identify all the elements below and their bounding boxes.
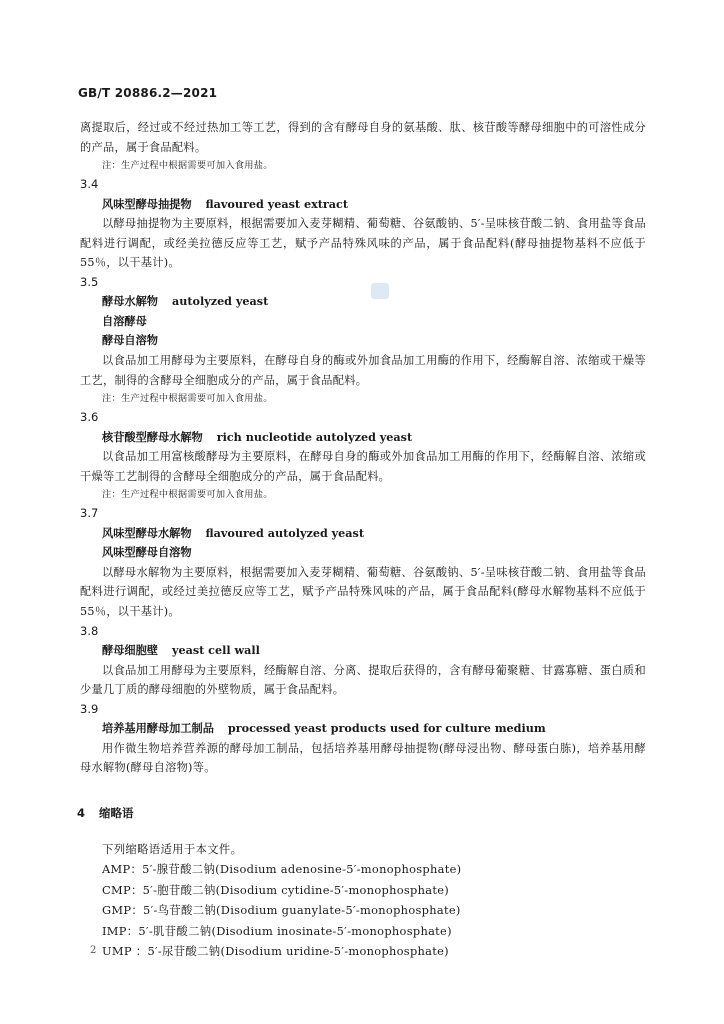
term-definition: 以食品加工用酵母为主要原料，在酵母自身的酶或外加食品加工用酶的作用下，经酶解自溶、浓缩或干燥等工艺，制得的含酵母全细胞成分的产品，属于食品配料。 xyxy=(80,353,646,387)
term-english: yeast cell wall xyxy=(171,643,260,658)
term-title xyxy=(80,719,646,739)
continued-definition: 离提取后，经过或不经过热加工等工艺，得到的含有酵母自身的氨基酸、肽、核苷酸等酵母细胞中的可溶性成分的产品，属于食品配料。 xyxy=(80,121,646,154)
term-synonym: 自溶酵母 xyxy=(102,314,147,328)
term-title xyxy=(80,292,646,312)
term-english: flavoured yeast extract xyxy=(205,196,349,211)
term-title xyxy=(80,195,646,215)
page-number: 2 xyxy=(90,945,97,956)
clause-number: 3.9 xyxy=(80,701,99,716)
term-definition: 以酵母抽提物为主要原料，根据需要加入麦芽糊精、葡萄糖、谷氨酸钠、5′-呈味核苷酸二钠、食用盐等食品配料进行调配，或经美拉德反应等工艺，赋予产品特殊风味的产品，属于食品配料(酵母抽提物基料不应低于 55％，以干基计)。 xyxy=(80,217,646,270)
term-title xyxy=(80,641,646,661)
term-definition: 以酵母水解物为主要原料，根据需要加入麦芽糊精、葡萄糖、谷氨酸钠、5′-呈味核苷酸二钠、食用盐等食品配料进行调配，或经过美拉德反应等工艺，赋予产品特殊风味的产品，属于食品配料(酵母水解物基料不应低于 55％，以干基计)。 xyxy=(80,565,646,619)
section-intro: 下列缩略语适用于本文件。 xyxy=(102,842,243,856)
term-chinese: 培养基用酵母加工制品 xyxy=(102,722,214,736)
clause-number: 3.6 xyxy=(80,410,99,425)
term-definition: 用作微生物培养营养源的酵母加工制品，包括培养基用酵母抽提物(酵母浸出物、酵母蛋白胨)，培养基用酵母水解物(酵母自溶物)等。 xyxy=(80,741,646,775)
note: 注：生产过程中根据需要可加入食用盐。 xyxy=(102,489,273,501)
term-definition: 以食品加工用酵母为主要原料，经酶解自溶、分离、提取后获得的，含有酵母葡聚糖、甘露寡糖、蛋白质和少量几丁质的酵母细胞的外壁物质，属于食品配料。 xyxy=(80,663,646,697)
clause-number: 3.8 xyxy=(80,623,99,638)
term-chinese: 核苷酸型酵母水解物 xyxy=(102,430,203,444)
note: 注：生产过程中根据需要可加入食用盐。 xyxy=(102,393,273,405)
abbreviation-item: GMP：5′-鸟苷酸二钠(Disodium guanylate-5′-monophosphate) xyxy=(102,903,461,918)
term-chinese: 酵母水解物 xyxy=(102,295,158,309)
term-chinese: 酵母细胞壁 xyxy=(102,644,158,658)
term-english: processed yeast products used for culture medium xyxy=(227,721,546,736)
term-chinese: 风味型酵母抽提物 xyxy=(102,197,192,211)
section-number: 4 xyxy=(77,806,86,820)
term-synonym: 酵母自溶物 xyxy=(102,334,158,348)
note: 注：生产过程中根据需要可加入食用盐。 xyxy=(102,160,273,172)
document-body xyxy=(77,118,646,961)
abbreviation-item: AMP：5′-腺苷酸二钠(Disodium adenosine-5′-monophosphate) xyxy=(102,862,462,877)
term-synonym: 风味型酵母自溶物 xyxy=(102,546,192,560)
term-english: autolyzed yeast xyxy=(171,294,269,309)
term-title xyxy=(80,428,646,448)
section-title: 缩略语 xyxy=(99,806,134,820)
standard-number: GB/T 20886.2—2021 xyxy=(78,86,218,100)
abbreviation-item: IMP：5′-肌苷酸二钠(Disodium inosinate-5′-monophosphate) xyxy=(102,923,452,938)
abbreviation-item: CMP：5′-胞苷酸二钠(Disodium cytidine-5′-monophosphate) xyxy=(102,882,450,897)
clause-number: 3.5 xyxy=(80,274,99,289)
term-english: flavoured autolyzed yeast xyxy=(205,525,365,540)
clause-number: 3.4 xyxy=(80,177,99,192)
term-english: rich nucleotide autolyzed yeast xyxy=(216,429,413,444)
clause-number: 3.7 xyxy=(80,506,99,521)
term-title xyxy=(80,524,646,544)
section-heading xyxy=(77,804,646,823)
abbreviation-item: UMP ：5′-尿苷酸二钠(Disodium uridine-5′-monophosphate) xyxy=(102,944,449,959)
term-chinese: 风味型酵母水解物 xyxy=(102,526,192,540)
term-definition: 以食品加工用富核酸酵母为主要原料，在酵母自身的酶或外加食品加工用酶的作用下，经酶解自溶、浓缩或干燥等工艺制得的含酵母全细胞成分的产品，属于食品配料。 xyxy=(80,450,646,483)
